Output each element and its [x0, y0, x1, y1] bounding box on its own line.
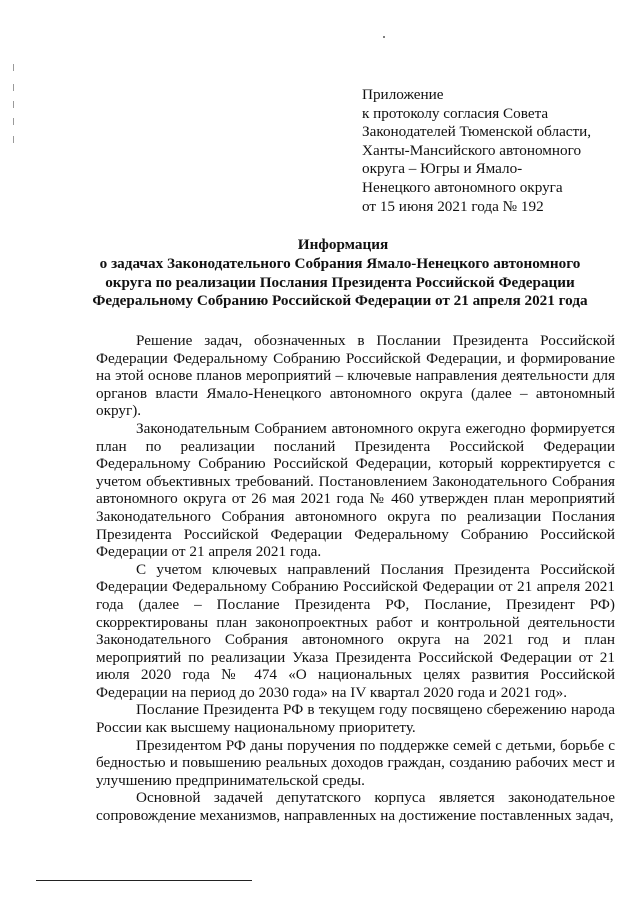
appendix-line: к протоколу согласия Совета [362, 104, 549, 122]
heading-line: округа по реализации Послания Президента Российской Федерации [105, 273, 575, 291]
document-body [96, 332, 615, 825]
footnote-divider [36, 880, 252, 881]
paragraph: Послание Президента РФ в текущем году посвящено сбережению народа России как высшему национальному приоритету. [96, 701, 615, 737]
appendix-line: от 15 июня 2021 года № 192 [362, 197, 544, 215]
scan-dot [383, 36, 385, 38]
document-heading [70, 236, 610, 311]
appendix-line: Ханты-Мансийского автономного [362, 141, 582, 159]
margin-mark [13, 118, 14, 125]
margin-mark [13, 84, 14, 91]
appendix-line: Приложение [362, 86, 444, 103]
paragraph: Законодательным Собранием автономного округа ежегодно формируется план по реализации посланий Президента Российской Федерации Федеральному Собранию Российской Федерации, который корректируется с учетом объективных требований. Постановлением Законодательного Собрания автономного округа от 26 мая 2021 года № 460 утвержден план мероприятий Законодательного Собрания автономного округа по реализации Послания Президента Российской Федерации Федеральному Собранию Российской Федерации от 21 апреля 2021 года. [96, 419, 615, 561]
appendix-line: Законодателей Тюменской области, [362, 123, 592, 141]
appendix-line: округа – Югры и Ямало- [362, 160, 523, 178]
margin-mark [13, 101, 14, 108]
margin-mark [13, 136, 14, 143]
heading-title: Информация [297, 236, 389, 253]
paragraph: С учетом ключевых направлений Послания Президента Российской Федерации Федеральному Собранию Российской Федерации от 21 апреля 2021 года (далее – Послание Президента РФ, Послание, Президент РФ) скорректированы план законопроектных работ и контрольной деятельности Законодательного Собрания автономного округа на 2021 год и план мероприятий по реализации Указа Президента Российской Федерации от 21 июля 2020 года № 474 «О национальных целях развития Российской Федерации на период до 2030 года» на IV квартал 2020 года и 2021 год». [96, 560, 615, 701]
appendix-line: Ненецкого автономного округа [362, 178, 563, 196]
heading-line: о задачах Законодательного Собрания Ямало-Ненецкого автономного [99, 254, 581, 272]
paragraph: Основной задачей депутатского корпуса является законодательное сопровождение механизмов, направленных на достижение поставленных задач, [96, 789, 615, 825]
heading-line: Федеральному Собранию Российской Федерации от 21 апреля 2021 года [92, 292, 588, 310]
paragraph: Президентом РФ даны поручения по поддержке семей с детьми, борьбе с бедностью и повышению реальных доходов граждан, созданию рабочих мест и улучшению предпринимательской среды. [96, 736, 615, 789]
paragraph: Решение задач, обозначенных в Послании Президента Российской Федерации Федеральному Собранию Российской Федерации, и формирование на этой основе планов мероприятий – ключевые направления деятельности для органов власти Ямало-Ненецкого автономного округа (далее – автономный округ). [96, 332, 615, 420]
margin-mark [13, 64, 14, 71]
appendix-block [362, 86, 630, 216]
